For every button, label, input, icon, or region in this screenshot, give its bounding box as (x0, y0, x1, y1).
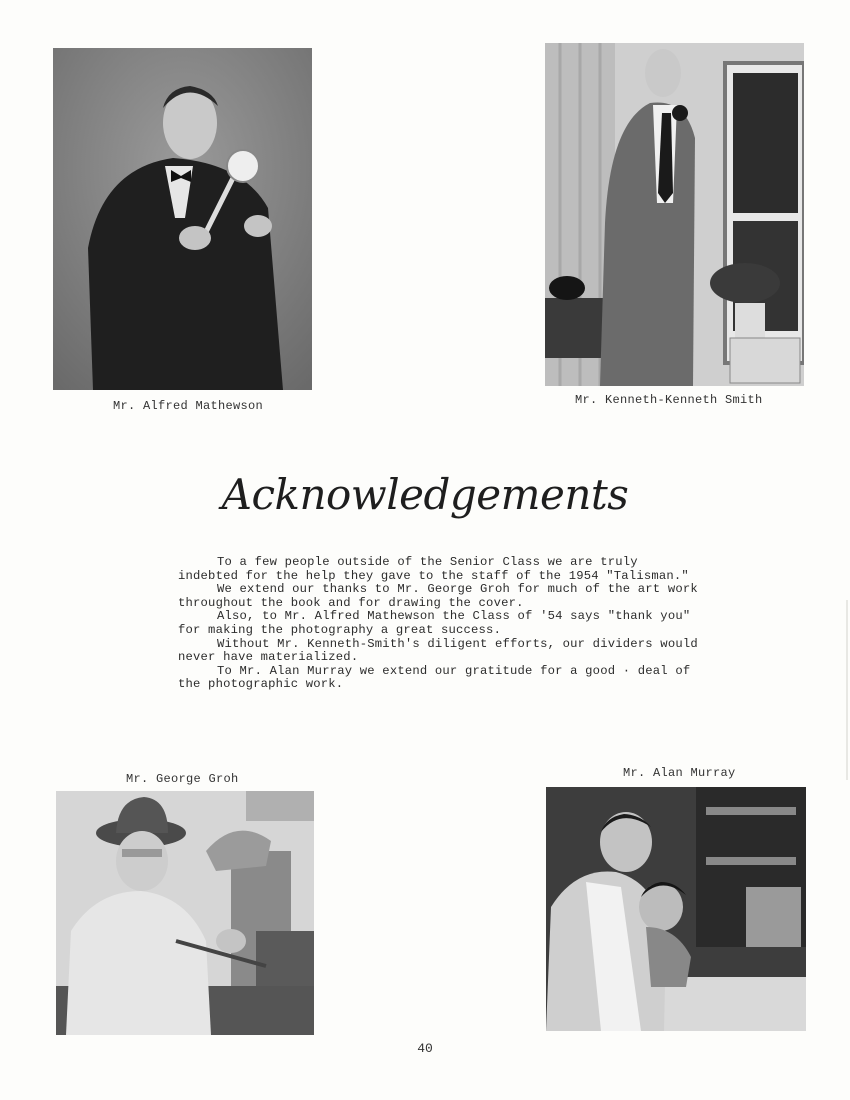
caption-alfred-mathewson: Mr. Alfred Mathewson (113, 399, 264, 413)
paragraph: To Mr. Alan Murray we extend our gratitude for a good · deal of the photographic work. (178, 663, 691, 692)
caption-kenneth-smith: Mr. Kenneth-Kenneth Smith (575, 393, 763, 407)
scan-edge-mark (846, 600, 848, 780)
paragraph: To a few people outside of the Senior Class we are truly indebted for the help they gave to the staff of the 1954 "Talisman." (178, 555, 689, 583)
photo-alan-murray (546, 787, 806, 1031)
paragraph: Also, to Mr. Alfred Mathewson the Class of '54 says "thank you" for making the photography a great success. (178, 609, 691, 637)
acknowledgement-text (178, 556, 698, 692)
photo-alfred-mathewson (53, 48, 312, 390)
photo-george-groh (56, 791, 314, 1035)
page-number: 40 (417, 1041, 433, 1056)
paragraph: Without Mr. Kenneth-Smith's diligent efforts, our dividers would never have materialized. (178, 636, 698, 665)
photo-kenneth-smith (545, 43, 804, 386)
caption-alan-murray: Mr. Alan Murray (623, 766, 736, 780)
page-title: Acknowledgements (221, 470, 629, 519)
paragraph: We extend our thanks to Mr. George Groh for much of the art work throughout the book and for drawing the cover. (178, 582, 698, 610)
caption-george-groh: Mr. George Groh (126, 772, 239, 786)
